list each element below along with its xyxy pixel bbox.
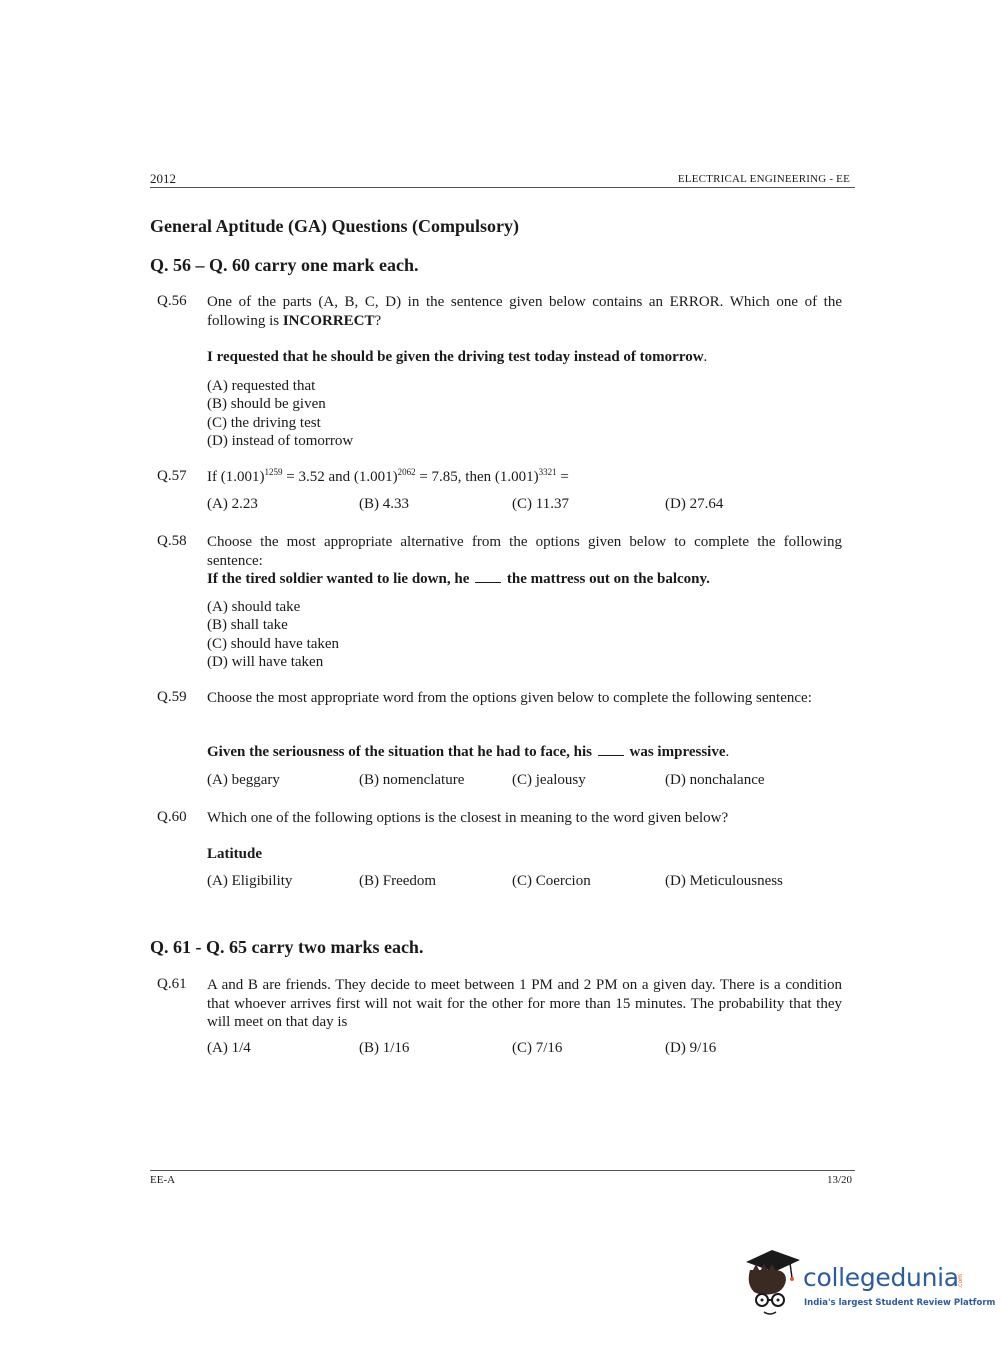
q58-number: Q.58 [157,533,187,549]
q61-text: A and B are friends. They decide to meet between 1 PM and 2 PM on a given day. There is a condition that whoever arrives first will not wait for the other for more than 15 minutes. The probability that they will meet on that day is [207,977,842,1030]
q59-option-d: (D) nonchalance [665,772,765,788]
q59-number: Q.59 [157,689,187,705]
q57-option-c: (C) 11.37 [512,496,569,512]
q61-number: Q.61 [157,976,187,992]
collegedunia-logo-com: .com [957,1274,964,1289]
q60-option-b: (B) Freedom [359,873,437,889]
section-title: General Aptitude (GA) Questions (Compulsory) [150,216,519,236]
q58-option-c: (C) should have taken [207,635,340,652]
q59-sentence: Given the seriousness of the situation that he had to face, his was impressive. [207,744,730,760]
q58-sentence: If the tired soldier wanted to lie down, he the mattress out on the balcony. [207,571,710,587]
q56-options [207,377,353,451]
q60-option-c: (C) Coercion [512,873,591,889]
header-year: 2012 [150,171,176,186]
q57-number: Q.57 [157,468,187,484]
q56-option-b: (B) should be given [207,396,326,413]
collegedunia-mascot-icon [742,1248,802,1318]
header-paper-name: ELECTRICAL ENGINEERING - EE [677,173,850,185]
q61-option-b: (B) 1/16 [359,1040,410,1056]
q61-option-c: (C) 7/16 [512,1040,563,1056]
footer-paper-code: EE-A [150,1174,176,1186]
q58-option-a: (A) should take [207,599,301,615]
q56-option-d: (D) instead of tomorrow [207,433,354,450]
q61-option-a: (A) 1/4 [207,1040,251,1056]
q59-option-c: (C) jealousy [512,772,586,788]
q60-option-a: (A) Eligibility [207,873,293,889]
q57-option-d: (D) 27.64 [665,496,724,512]
q60-word: Latitude [207,846,263,862]
q60-number: Q.60 [157,809,187,825]
q59-text: Choose the most appropriate word from the options given below to complete the following sentence: [207,690,812,706]
q61-option-d: (D) 9/16 [665,1040,717,1056]
collegedunia-tagline: India's largest Student Review Platform [804,1298,996,1308]
q56-sentence: I requested that he should be given the driving test today instead of tomorrow. [207,349,708,365]
q57-text: If $(1.001)^{1259} = 3.52$ and $(1.001)^{2062} = 7.85$, then $(1.001)^{3321}$ = [207,467,569,485]
q58-option-b: (B) shall take [207,617,288,634]
footer-page-number: 13/20 [826,1174,852,1186]
q58-option-d: (D) will have taken [207,654,324,671]
header-rule [150,187,855,188]
q59-blank [598,744,624,756]
q58-blank [475,571,501,583]
q58-text: Choose the most appropriate alternative from the options given below to complete the following sentence: [207,534,842,569]
q57-option-b: (B) 4.33 [359,496,409,512]
q56-number: Q.56 [157,293,187,309]
group1-title: Q. 56 – Q. 60 carry one mark each. [150,255,419,275]
q59-option-b: (B) nomenclature [359,772,465,788]
group2-title: Q. 61 - Q. 65 carry two marks each. [150,937,424,957]
collegedunia-logo-text: collegedunia [803,1263,959,1292]
q56-option-c: (C) the driving test [207,414,321,431]
footer-rule [150,1170,855,1171]
q60-text: Which one of the following options is the closest in meaning to the word given below? [207,810,729,826]
q56-option-a: (A) requested that [207,378,316,394]
q58-options [207,598,339,672]
q57-option-a: (A) 2.23 [207,496,258,512]
q59-option-a: (A) beggary [207,772,280,788]
q60-option-d: (D) Meticulousness [665,873,783,889]
q56-text: One of the parts (A, B, C, D) in the sentence given below contains an ERROR. Which one of the following is INCORRECT? [207,294,842,329]
